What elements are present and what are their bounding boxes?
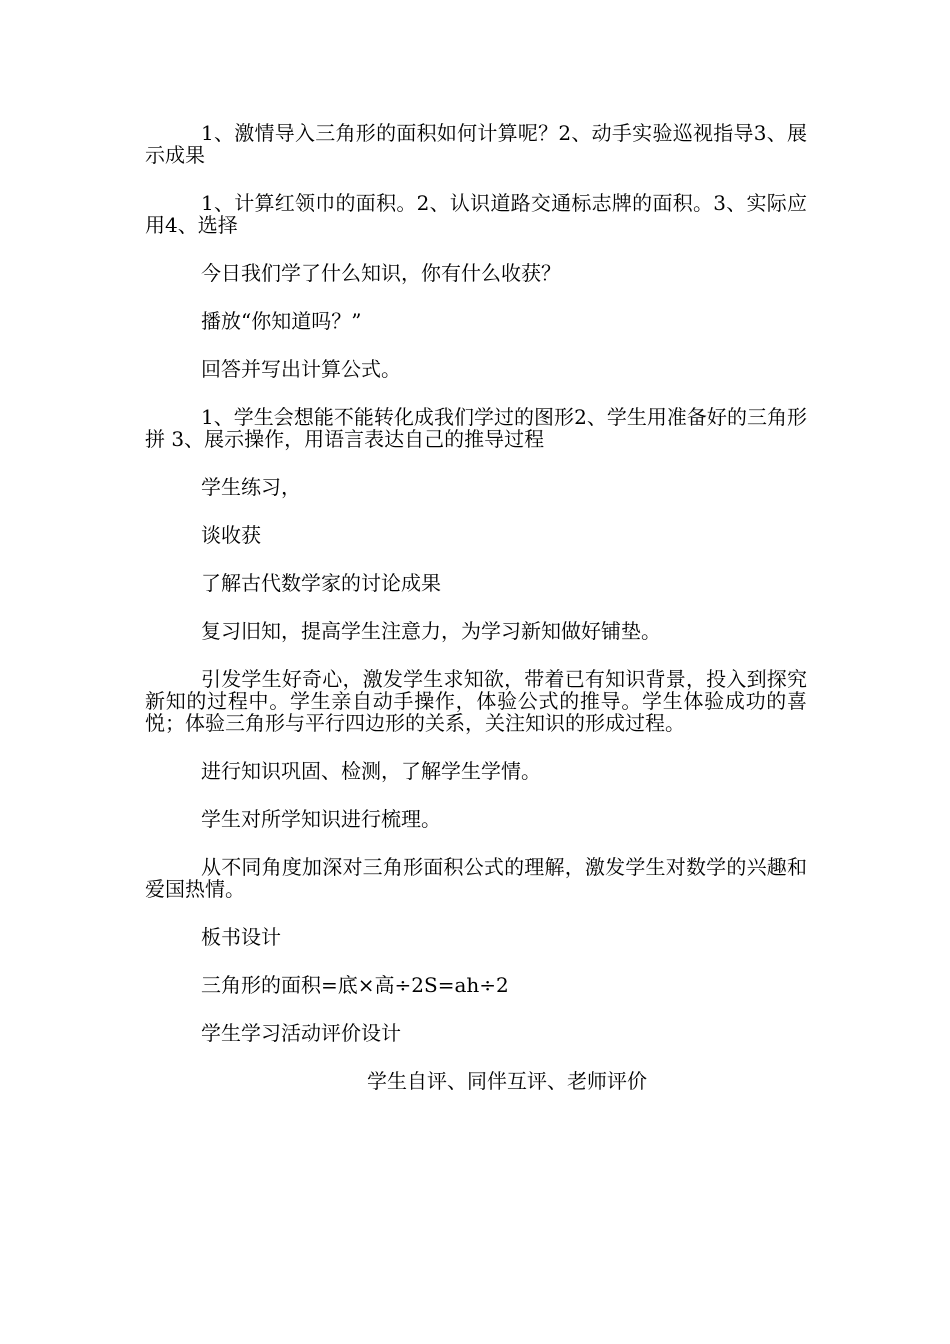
document-body [145, 122, 807, 1118]
paragraph-intro-steps: 1、激情导入三角形的面积如何计算呢？2、动手实验巡视指导3、展示成果 [145, 121, 807, 167]
paragraph-ancient-math: 了解古代数学家的讨论成果 [201, 571, 441, 595]
paragraph-summary-question: 今日我们学了什么知识，你有什么收获？ [201, 261, 561, 285]
paragraph-area-formula: 三角形的面积=底×高÷2S=ah÷2 [201, 973, 509, 997]
paragraph-organize: 学生对所学知识进行梳理。 [201, 807, 441, 831]
paragraph-talk-harvest: 谈收获 [201, 523, 261, 547]
paragraph-play-video: 播放“你知道吗？” [201, 309, 362, 333]
paragraph-deepen-understanding: 从不同角度加深对三角形面积公式的理解，激发学生对数学的兴趣和爱国热情。 [145, 855, 807, 901]
paragraph-student-activity: 1、学生会想能不能转化成我们学过的图形2、学生用准备好的三角形拼 3、展示操作，用语言表达自己的推导过程 [145, 405, 807, 451]
paragraph-evaluation-methods: 学生自评、同伴互评、老师评价 [367, 1069, 647, 1093]
paragraph-curiosity: 引发学生好奇心，激发学生求知欲，带着已有知识背景，投入到探究新知的过程中。学生亲自动手操作，体验公式的推导。学生体验成功的喜悦；体验三角形与平行四边形的关系，关注知识的形成过程。 [145, 667, 807, 735]
paragraph-answer-formula: 回答并写出计算公式。 [201, 357, 401, 381]
paragraph-consolidation: 进行知识巩固、检测，了解学生学情。 [201, 759, 541, 783]
paragraph-board-design: 板书设计 [201, 925, 281, 949]
paragraph-practice-steps: 1、计算红领巾的面积。2、认识道路交通标志牌的面积。3、实际应用4、选择 [145, 191, 807, 237]
paragraph-review-old: 复习旧知，提高学生注意力，为学习新知做好铺垫。 [201, 619, 661, 643]
paragraph-evaluation-design: 学生学习活动评价设计 [201, 1021, 401, 1045]
paragraph-student-practice: 学生练习， [201, 475, 301, 499]
